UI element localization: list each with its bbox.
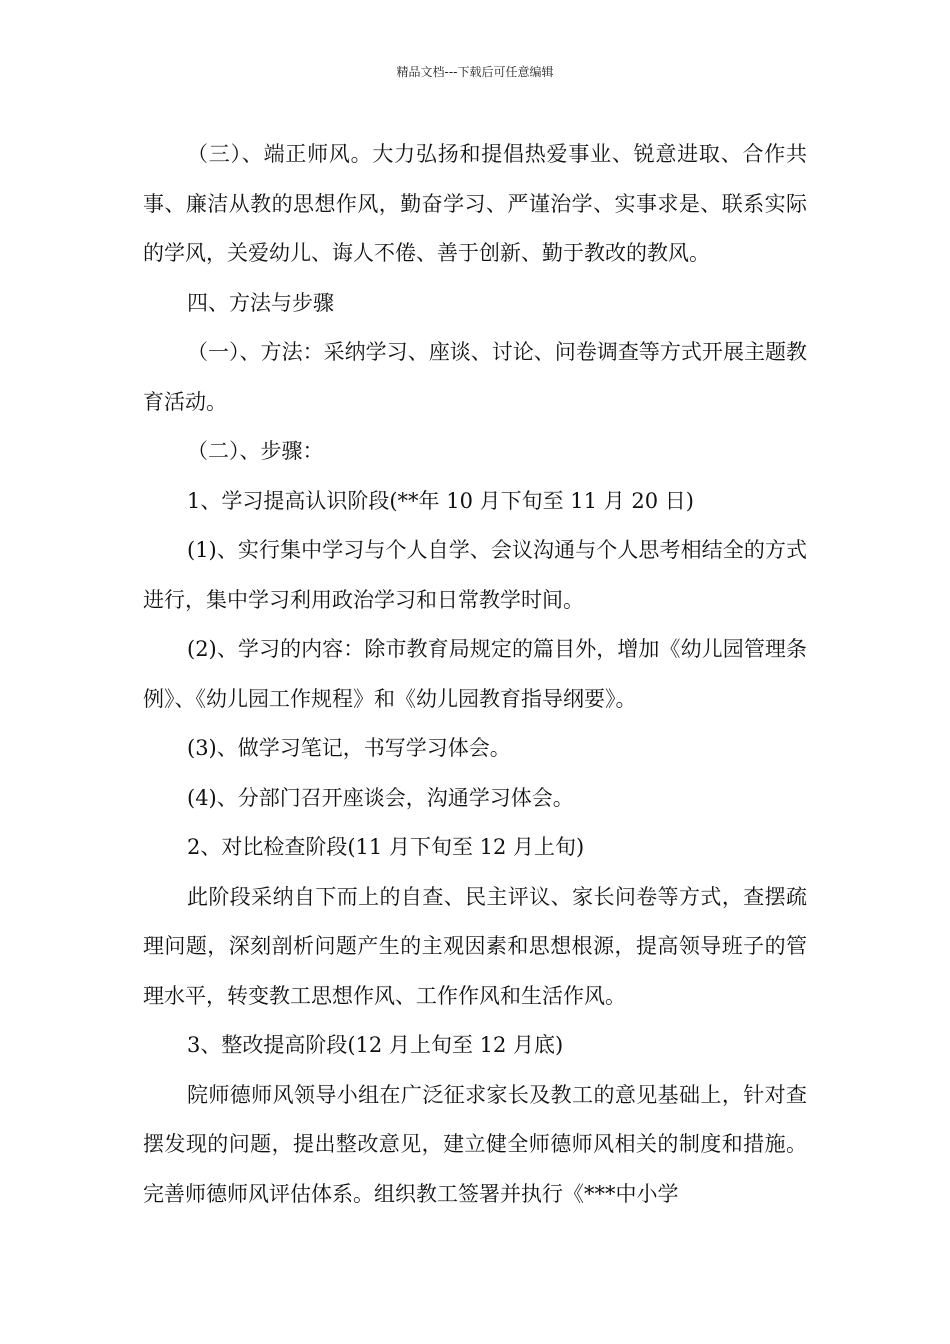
step-1-item-4: (4)、分部门召开座谈会，沟通学习体会。: [187, 785, 574, 810]
paragraph-methods: （一）、方法：采纳学习、座谈、讨论、问卷调查等方式开展主题教育活动。: [143, 340, 807, 414]
page-header: 精品文档---下载后可任意编辑: [396, 65, 554, 79]
step-1-item-2: (2)、学习的内容：除市教育局规定的篇目外，增加《幼儿园管理条例》、《幼儿园工作规程》和《幼儿园教育指导纲要》。: [143, 637, 807, 711]
step-2-heading: 2、对比检查阶段(11 月下旬至 12 月上旬): [187, 835, 585, 859]
step-2-body: 此阶段采纳自下而上的自查、民主评议、家长问卷等方式，查摆疏理问题，深刻剖析问题产生的主观因素和思想根源，提高领导班子的管理水平，转变教工思想作风、工作作风和生活作风。: [143, 884, 807, 1008]
document-body: [143, 130, 807, 1219]
section-heading-methods-steps: 四、方法与步骤: [187, 290, 334, 315]
paragraph-teaching-style: （三）、端正师风。大力弘扬和提倡热爱事业、锐意进取、合作共事、廉洁从教的思想作风，勤奋学习、严谨治学、实事求是、联系实际的学风，关爱幼儿、诲人不倦、善于创新、勤于教改的教风。: [143, 142, 807, 265]
step-3-heading: 3、整改提高阶段(12 月上旬至 12 月底): [187, 1033, 564, 1057]
subheading-steps: （二）、步骤：: [187, 439, 324, 463]
step-1-heading: 1、学习提高认识阶段(**年 10 月下旬至 11 月 20 日): [187, 488, 694, 513]
step-1-item-3: (3)、做学习笔记，书写学习体会。: [187, 736, 511, 760]
step-1-item-1: (1)、实行集中学习与个人自学、会议沟通与个人思考相结全的方式进行，集中学习利用政治学习和日常教学时间。: [143, 538, 807, 612]
step-3-body: 院师德师风领导小组在广泛征求家长及教工的意见基础上，针对查摆发现的问题，提出整改意见，建立健全师德师风相关的制度和措施。完善师德师风评估体系。组织教工签署并执行《***中小学: [143, 1082, 807, 1206]
